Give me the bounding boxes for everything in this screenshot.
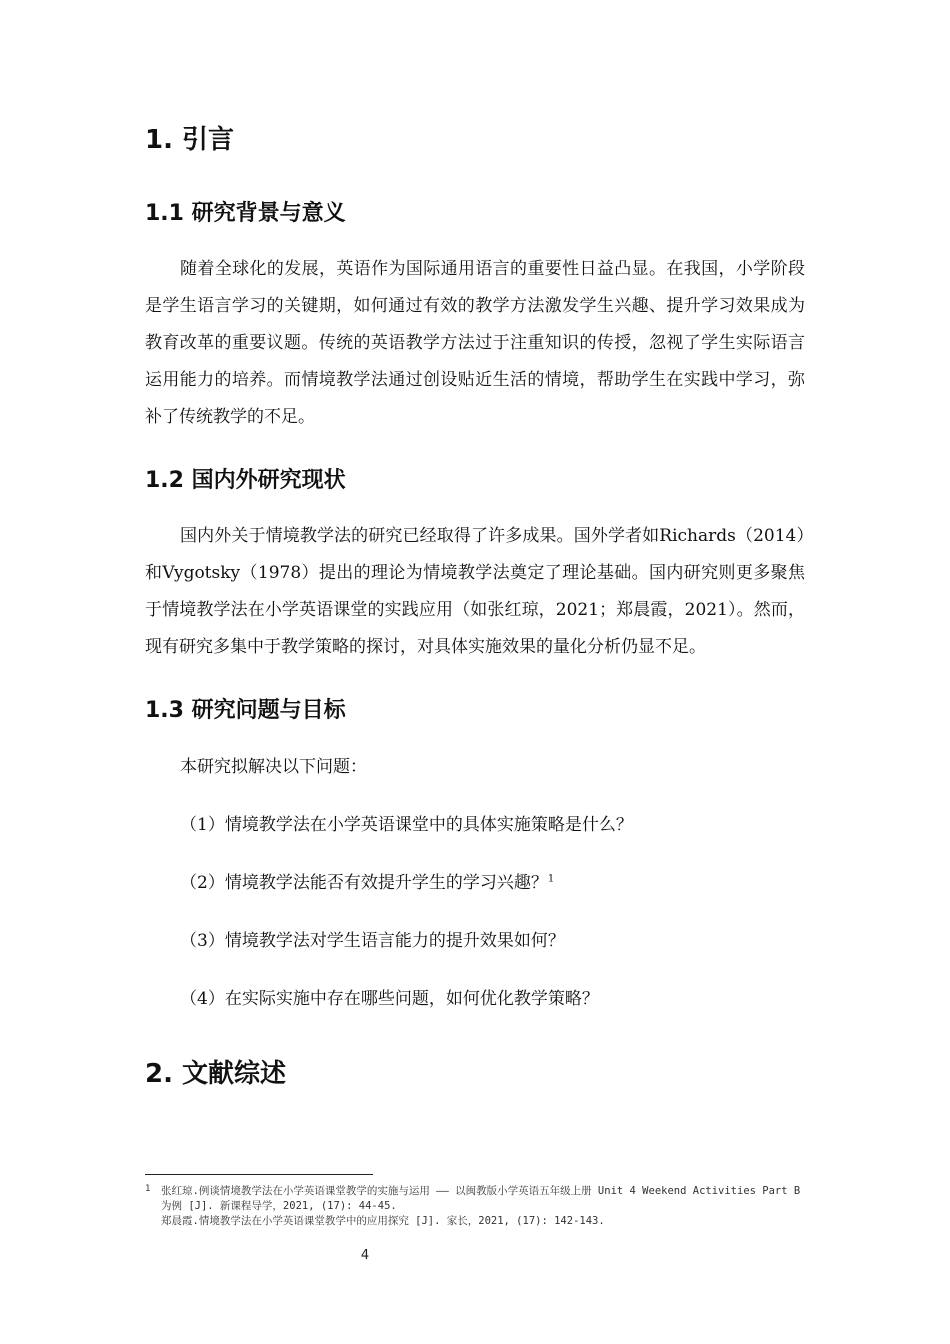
heading-background: 1.1 研究背景与意义 xyxy=(145,201,346,226)
heading-research-questions: 1.3 研究问题与目标 xyxy=(145,698,346,723)
question-text: （2）情境教学法能否有效提升学生的学习兴趣？ xyxy=(180,873,548,893)
footnote-mark: 1 xyxy=(145,1184,151,1194)
footnote xyxy=(145,1184,805,1229)
question-item: （4）在实际实施中存在哪些问题，如何优化教学策略？ xyxy=(180,989,599,1009)
heading-introduction: 1. 引言 xyxy=(145,125,235,155)
heading-literature-review: 2. 文献综述 xyxy=(145,1059,287,1089)
question-item: （3）情境教学法对学生语言能力的提升效果如何？ xyxy=(180,931,565,951)
page-number: 4 xyxy=(360,1248,370,1263)
question-item xyxy=(145,868,805,898)
footnote-reference[interactable]: 1 xyxy=(547,873,555,885)
question-item: （1）情境教学法在小学英语课堂中的具体实施策略是什么？ xyxy=(180,815,633,835)
heading-research-status: 1.2 国内外研究现状 xyxy=(145,468,346,493)
questions-intro: 本研究拟解决以下问题： xyxy=(180,757,367,777)
paragraph-background: 随着全球化的发展，英语作为国际通用语言的重要性日益凸显。在我国，小学阶段是学生语言学习的关键期，如何通过有效的教学方法激发学生兴趣、提升学习效果成为教育改革的重要议题。传统的英语教学方法过于注重知识的传授，忽视了学生实际语言运用能力的培养。而情境教学法通过创设贴近生活的情境，帮助学生在实践中学习，弥补了传统教学的不足。 xyxy=(145,259,805,427)
footnote-citation-1: 张红琼.例谈情境教学法在小学英语课堂教学的实施与运用 —— 以闽教版小学英语五年级上册 Unit 4 Weekend Activities Part B 为例 [J]. 新课程导学，2021, (17): 44-45. xyxy=(161,1185,801,1212)
page-content xyxy=(145,120,805,1094)
footnote-divider xyxy=(145,1174,373,1175)
paragraph-research-status: 国内外关于情境教学法的研究已经取得了许多成果。国外学者如Richards（2014）和Vygotsky（1978）提出的理论为情境教学法奠定了理论基础。国内研究则更多聚焦于情境教学法在小学英语课堂的实践应用（如张红琼，2021；郑晨霞，2021）。然而，现有研究多集中于教学策略的探讨，对具体实施效果的量化分析仍显不足。 xyxy=(145,526,805,657)
footnote-citation-2: 郑晨霞.情境教学法在小学英语课堂教学中的应用探究 [J]. 家长，2021, (17): 142-143. xyxy=(161,1215,605,1227)
